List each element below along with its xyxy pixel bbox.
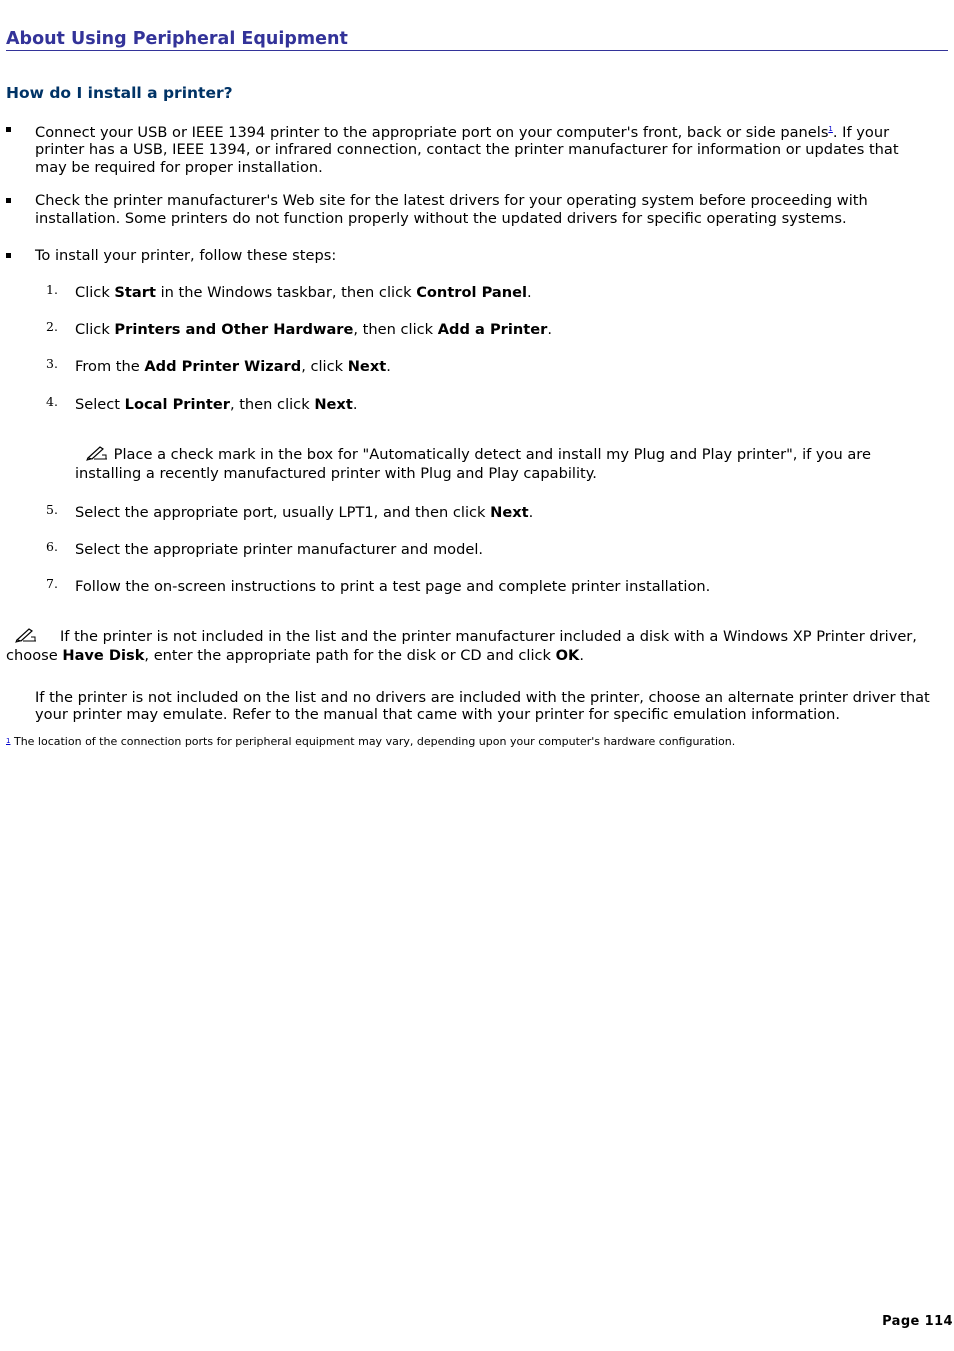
step-number: 2. <box>46 319 58 334</box>
step-number: 4. <box>46 394 58 409</box>
bullet-item-connect <box>6 121 906 176</box>
bullet-marker <box>6 127 11 132</box>
step-item: 6. Select the appropriate printer manufacturer and model. <box>46 539 484 558</box>
bullet-marker <box>6 198 11 203</box>
step-number: 6. <box>46 539 58 554</box>
footnote-ref[interactable]: 1 <box>6 737 11 745</box>
step-item: 5. Select the appropriate port, usually LPT1, and then click Next. <box>46 502 534 521</box>
section-heading: How do I install a printer? <box>6 84 233 102</box>
note-pencil-icon <box>85 444 109 465</box>
bullet-item-steps <box>6 247 916 265</box>
page-title: About Using Peripheral Equipment <box>6 29 948 51</box>
note-paragraph-alternate: If the printer is not included on the list and no drivers are included with the printer, choose an alternate printer driver that your printer may emulate. Refer to the manual that came with your printer for specific emulation information. <box>35 689 930 723</box>
step-note: Place a check mark in the box for "Automatically detect and install my Plug and Play printer", if you are installing a recently manufactured printer with Plug and Play capability. <box>75 446 871 482</box>
note-pencil-icon <box>14 626 38 647</box>
step-item: 2. Click Printers and Other Hardware, then click Add a Printer. <box>46 319 552 338</box>
footnote-link[interactable]: 1 <box>828 125 833 133</box>
step-number: 5. <box>46 502 58 517</box>
step-number: 7. <box>46 576 58 591</box>
step-item: 1. Click Start in the Windows taskbar, then click Control Panel. <box>46 282 532 301</box>
footnote: 1 The location of the connection ports for peripheral equipment may vary, depending upon your computer's hardware configuration. <box>6 735 736 748</box>
note-paragraph: If the printer is not included in the list and the printer manufacturer included a disk with a Windows XP Printer driver, choose Have Disk, enter the appropriate path for the disk or CD and click OK. <box>6 628 917 664</box>
step-item: 3. From the Add Printer Wizard, click Next. <box>46 356 391 375</box>
bullet-text: Connect your USB or IEEE 1394 printer to the appropriate port on your computer's front, back or side panels$^1$. If your printer has a USB, IEEE 1394, or infrared connection, contact the printer manufacturer for information or updates that may be required for proper installation. <box>35 123 899 176</box>
step-item: 7. Follow the on-screen instructions to print a test page and complete printer installation. <box>46 576 711 595</box>
bullet-text: Check the printer manufacturer's Web site for the latest drivers for your operating system before proceeding with installation. Some printers do not function properly without the updated drivers for specific operating systems. <box>35 192 868 227</box>
step-number: 3. <box>46 356 58 371</box>
step-item: 4. Select Local Printer, then click Next. <box>46 394 358 413</box>
bullet-item-drivers <box>6 192 916 227</box>
step-number: 1. <box>46 282 58 297</box>
bullet-marker <box>6 253 11 258</box>
bullet-text: To install your printer, follow these steps: <box>35 247 337 264</box>
page-number: Page 114 <box>882 1314 953 1329</box>
